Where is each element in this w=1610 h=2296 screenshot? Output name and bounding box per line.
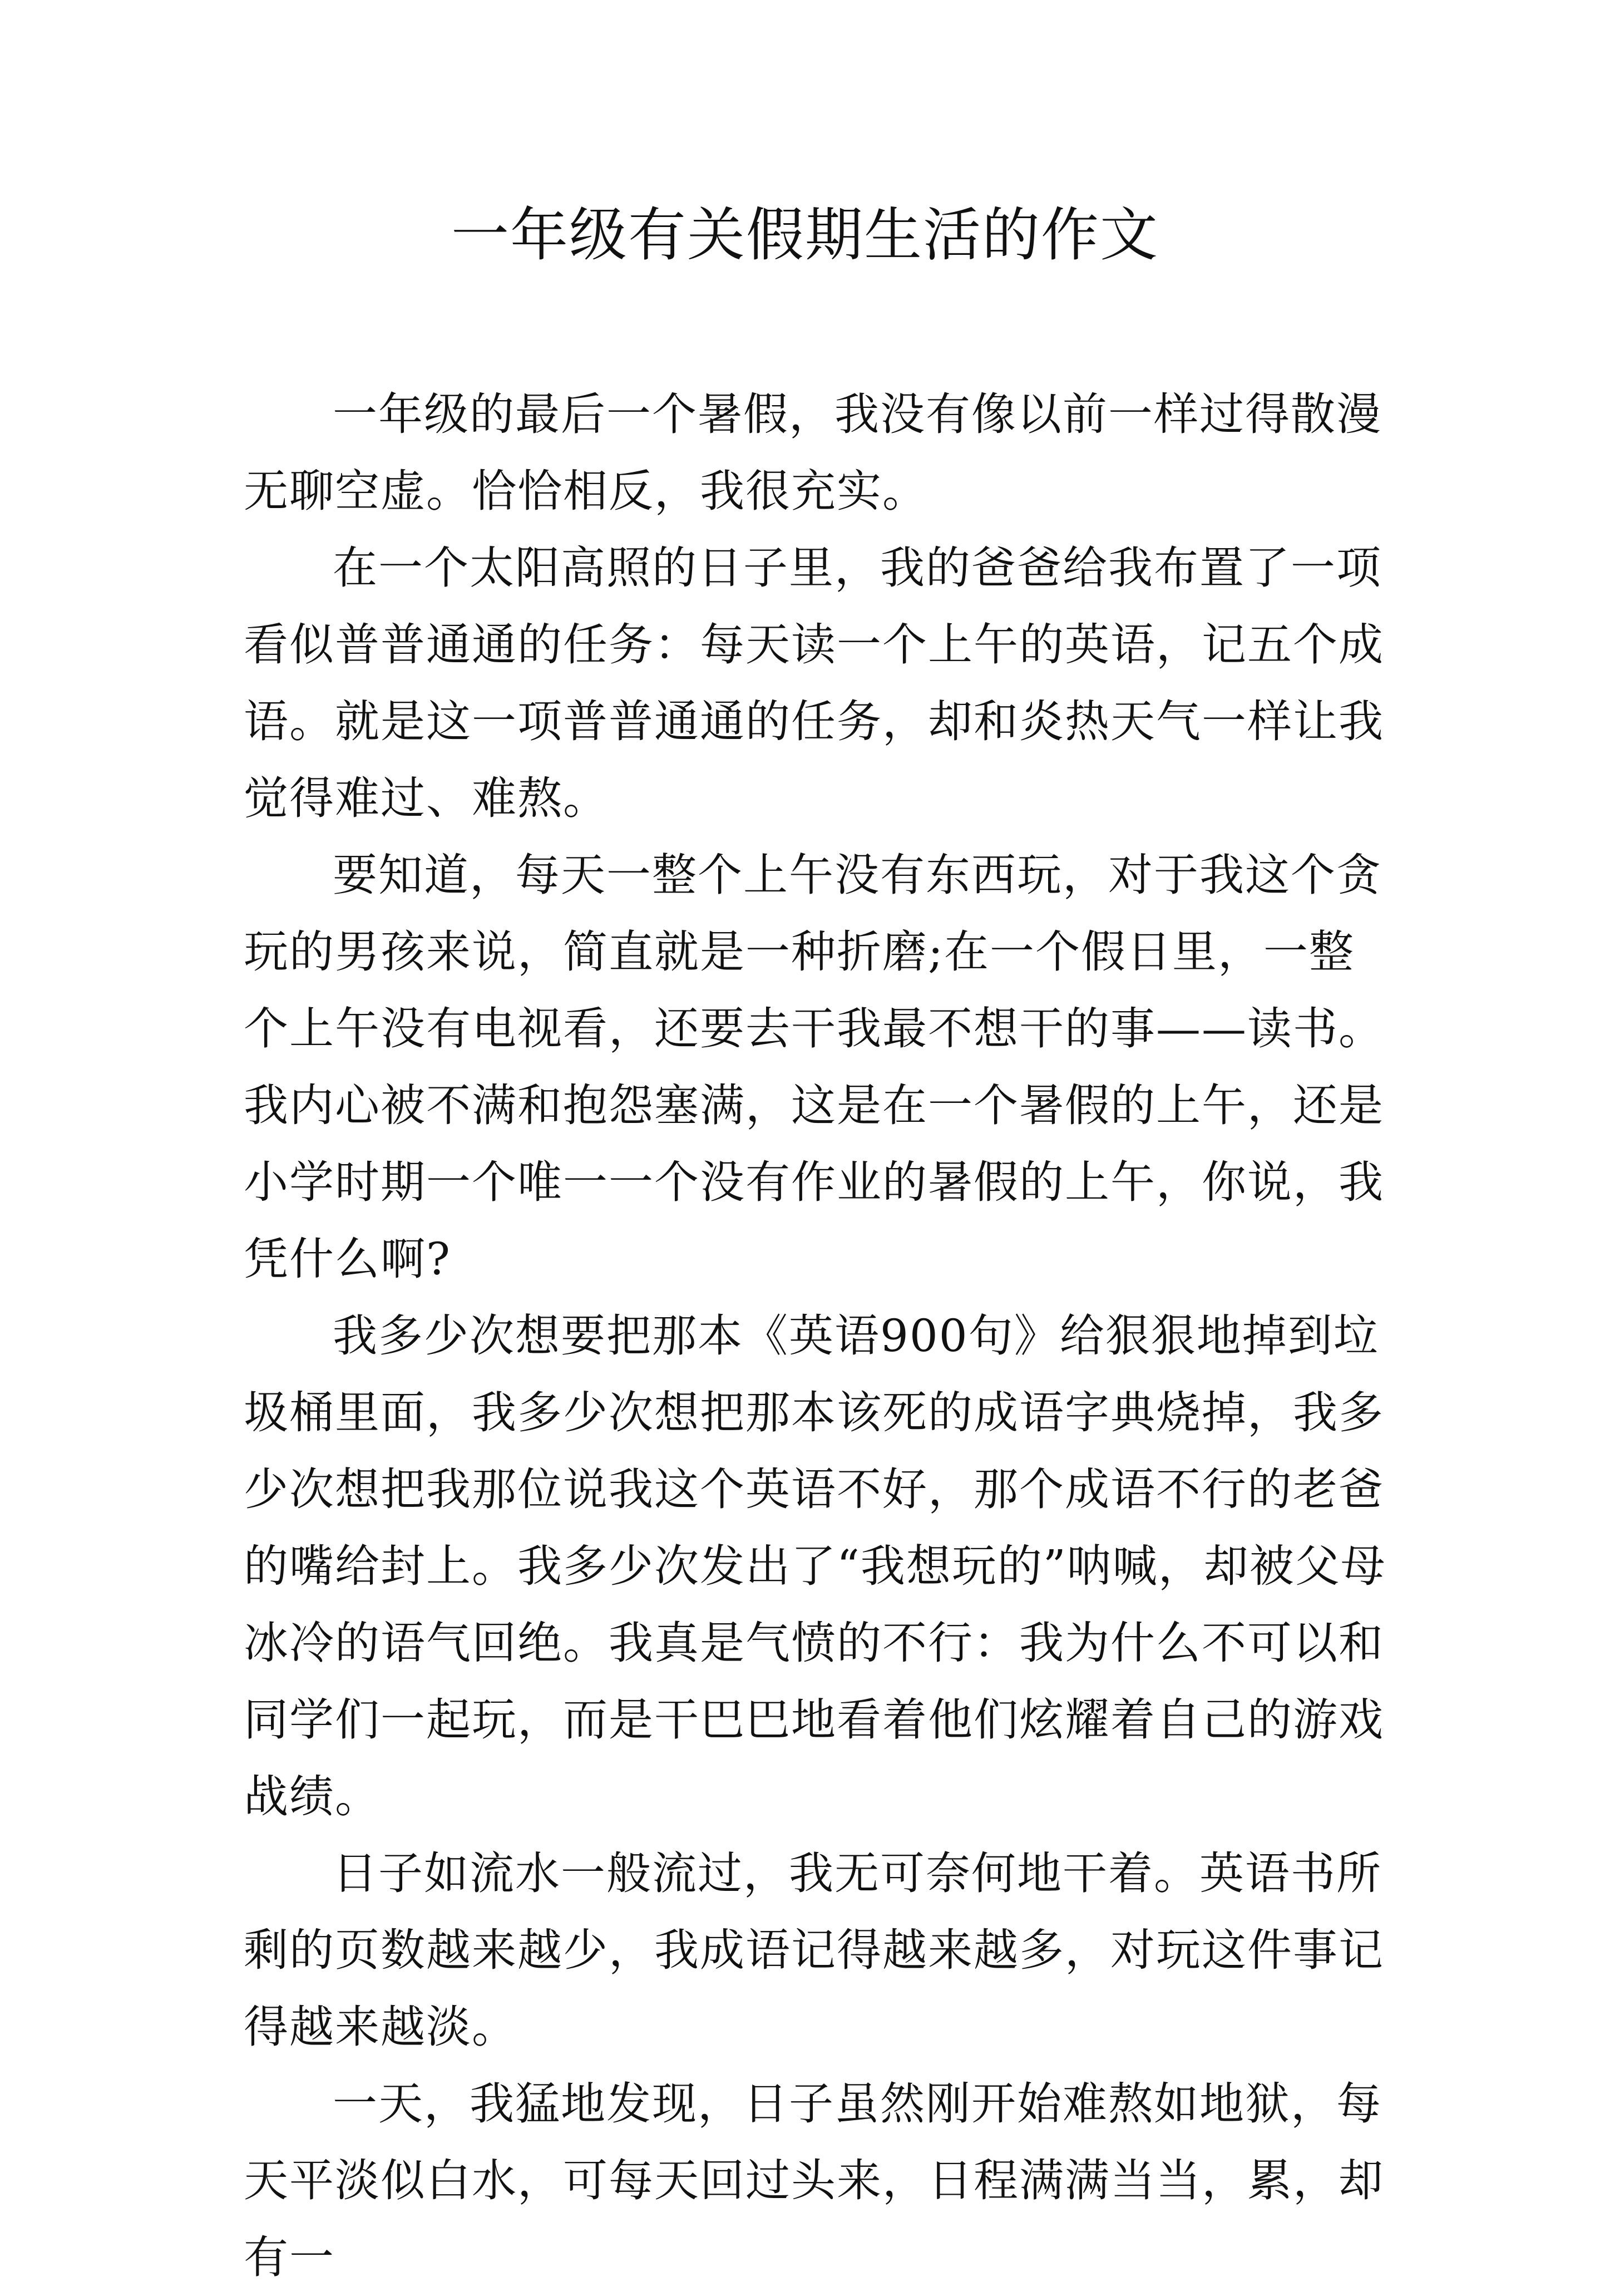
paragraph: 要知道，每天一整个上午没有东西玩，对于我这个贪玩的男孩来说，简直就是一种折磨;在一个假日里，一整个上午没有电视看，还要去干我最不想干的事——读书。我内心被不满和抱怨塞满，这是在一个暑假的上午，还是小学时期一个唯一一个没有作业的暑假的上午，你说，我凭什么啊? bbox=[244, 849, 1384, 1285]
paragraph: 日子如流水一般流过，我无可奈何地干着。英语书所剩的页数越来越少，我成语记得越来越多，对玩这件事记得越来越淡。 bbox=[244, 1847, 1384, 2053]
document-title: 一年级有关假期生活的作文 bbox=[451, 201, 1159, 269]
paragraph: 一年级的最后一个暑假，我没有像以前一样过得散漫无聊空虚。恰恰相反，我很充实。 bbox=[244, 388, 1382, 517]
document-body bbox=[244, 376, 1390, 2296]
paragraph: 一天，我猛地发现，日子虽然刚开始难熬如地狱，每天平淡似白水，可每天回过头来，日程满满当当，累，却有一 bbox=[244, 2078, 1384, 2283]
paragraph: 在一个太阳高照的日子里，我的爸爸给我布置了一项看似普普通通的任务：每天读一个上午的英语，记五个成语。就是这一项普普通通的任务，却和炎热天气一样让我觉得难过、难熬。 bbox=[244, 542, 1384, 824]
paragraph: 我多少次想要把那本《英语900句》给狠狠地掉到垃圾桶里面，我多少次想把那本该死的成语字典烧掉，我多少次想把我那位说我这个英语不好，那个成语不行的老爸的嘴给封上。我多少次发出了“我想玩的”呐喊，却被父母冰冷的语气回绝。我真是气愤的不行：我为什么不可以和同学们一起玩，而是干巴巴地看着他们炫耀着自己的游戏战绩。 bbox=[244, 1310, 1386, 1822]
